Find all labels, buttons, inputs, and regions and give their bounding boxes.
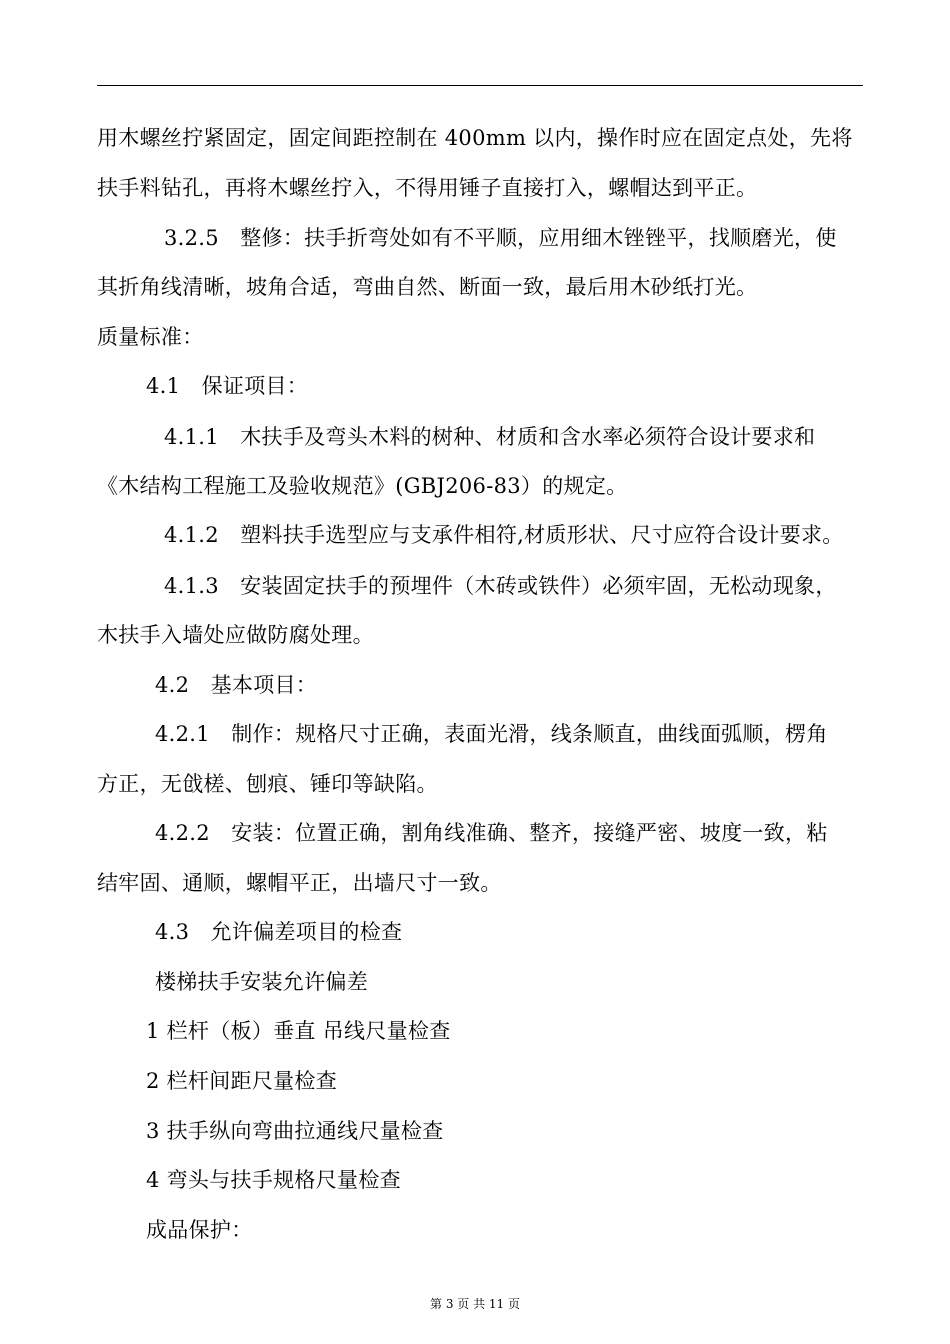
paragraph-4-1-3-line-1: 4.1.3 安装固定扶手的预埋件（木砖或铁件）必须牢固，无松动现象， [164, 574, 837, 598]
paragraph-2-line-2: 其折角线清晰，坡角合适，弯曲自然、断面一致，最后用木砂纸打光。 [97, 275, 758, 299]
list-item-2: 2 栏杆间距尺量检查 [146, 1069, 338, 1093]
page-number-footer: 第 3 页 共 11 页 [430, 1297, 520, 1311]
list-item-1: 1 栏杆（板）垂直 吊线尺量检查 [146, 1019, 451, 1043]
paragraph-4-2-2-line-1: 4.2.2 安装：位置正确，割角线准确、整齐，接缝严密、坡度一致，粘 [155, 821, 828, 845]
table-caption: 楼梯扶手安装允许偏差 [155, 970, 368, 994]
section-heading-quality: 质量标准： [97, 325, 204, 349]
paragraph-4-2-1-line-2: 方正，无戗槎、刨痕、锤印等缺陷。 [97, 772, 438, 796]
paragraph-2-line-1: 3.2.5 整修：扶手折弯处如有不平顺，应用细木锉锉平，找顺磨光，使 [164, 226, 837, 250]
section-heading-protection: 成品保护： [146, 1218, 253, 1242]
paragraph-1-line-2: 扶手料钻孔，再将木螺丝拧入，不得用锤子直接打入，螺帽达到平正。 [97, 176, 758, 200]
subsection-heading-4-2: 4.2 基本项目： [155, 673, 318, 697]
paragraph-4-2-1-line-1: 4.2.1 制作：规格尺寸正确，表面光滑，线条顺直，曲线面弧顺，楞角 [155, 722, 828, 746]
list-item-3: 3 扶手纵向弯曲拉通线尺量检查 [146, 1119, 444, 1143]
paragraph-4-1-1-line-1: 4.1.1 木扶手及弯头木料的树种、材质和含水率必须符合设计要求和 [164, 425, 816, 449]
paragraph-4-2-2-line-2: 结牢固、通顺，螺帽平正，出墙尺寸一致。 [97, 871, 502, 895]
subsection-heading-4-1: 4.1 保证项目： [146, 374, 309, 398]
paragraph-4-1-2: 4.1.2 塑料扶手选型应与支承件相符,材质形状、尺寸应符合设计要求。 [164, 523, 844, 547]
paragraph-1-line-1: 用木螺丝拧紧固定，固定间距控制在 400mm 以内，操作时应在固定点处，先将 [97, 126, 853, 150]
paragraph-4-1-1-line-2: 《木结构工程施工及验收规范》(GBJ206-83）的规定。 [97, 474, 628, 498]
header-rule [97, 85, 863, 86]
paragraph-4-1-3-line-2: 木扶手入墙处应做防腐处理。 [97, 623, 374, 647]
subsection-heading-4-3: 4.3 允许偏差项目的检查 [155, 920, 403, 944]
list-item-4: 4 弯头与扶手规格尺量检查 [146, 1168, 401, 1192]
